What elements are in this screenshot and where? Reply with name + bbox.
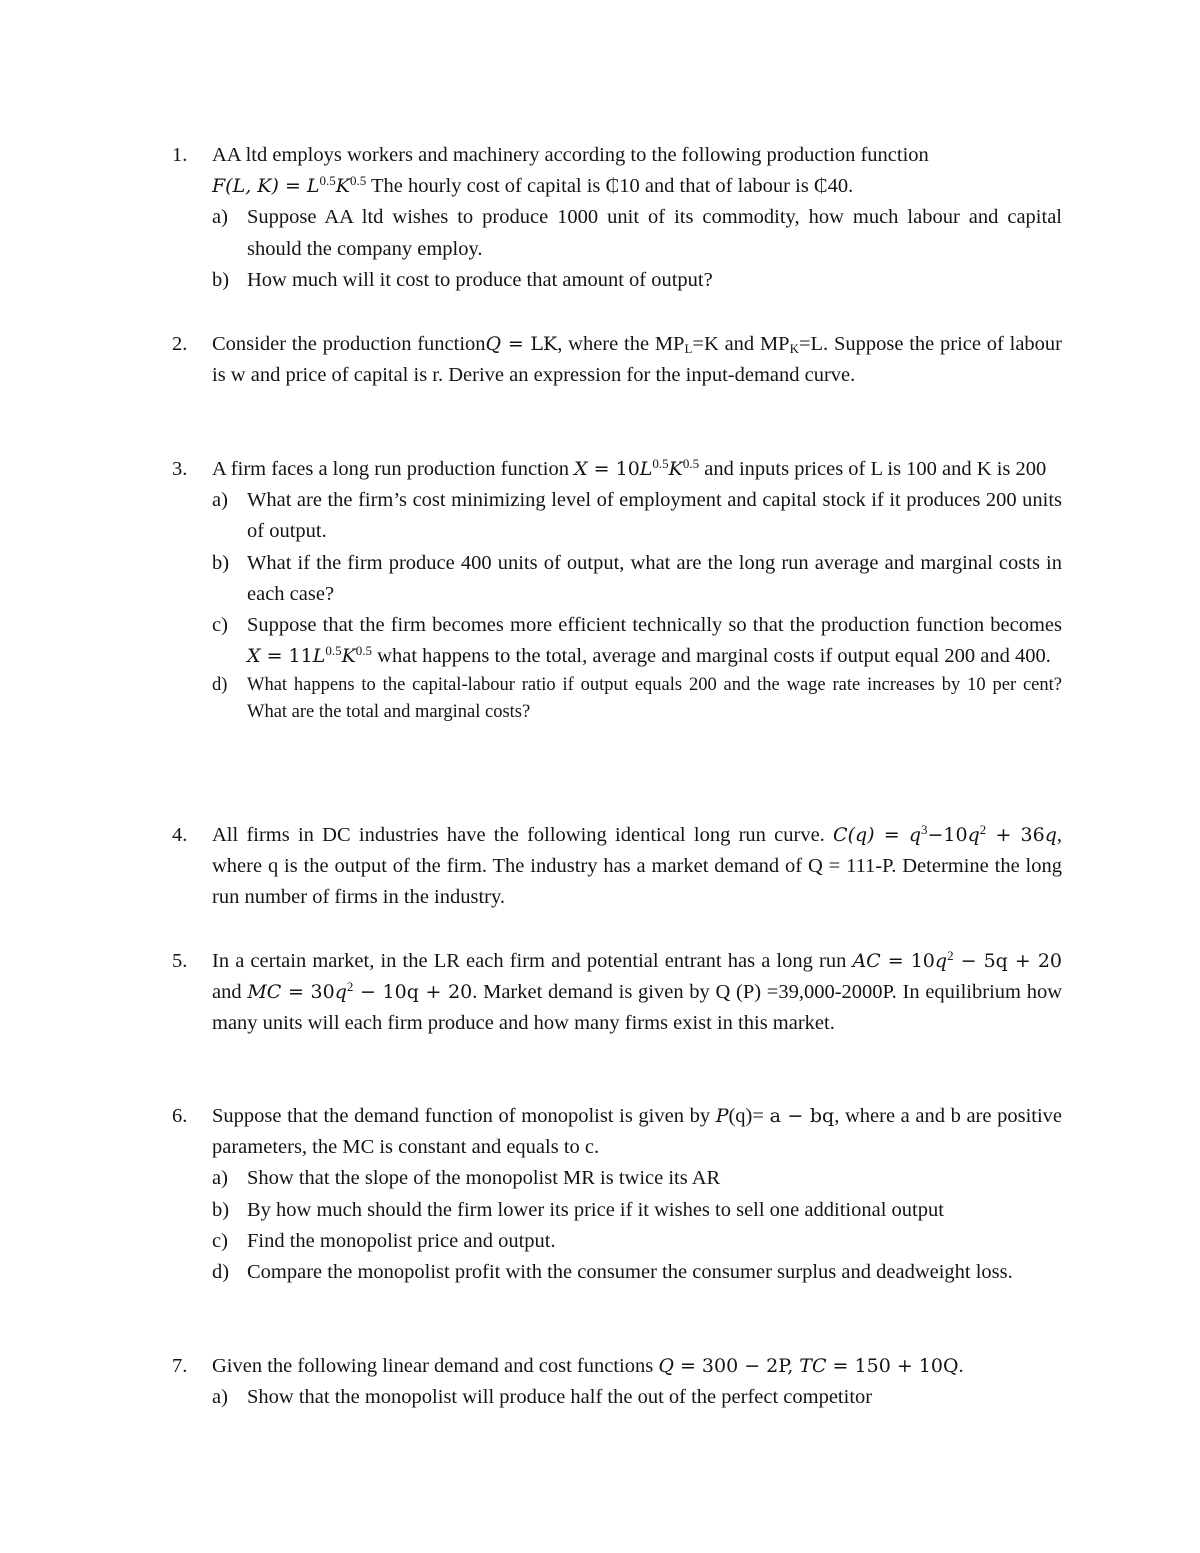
question-4 [172,820,1062,914]
question-number: 2. [172,333,188,355]
sub-question-a: a) Show that the monopolist will produce half the out of the perfect competitor [212,1386,873,1409]
question-text: All firms in DC industries have the following identical long run curve. $C(q) = q^3-10q^2 + 36q$, where q is the output of the firm. The industry has a market demand of Q = 111-P. Determine the long run number of firms in the industry. [212,822,1062,909]
sub-question-c: c) Suppose that the firm becomes more efficient technically so that the production function becomes $X = 11L^{0.5}K^{0.5}$ what happens to the total, average and marginal costs if output equal 200 and 400. [212,614,1062,668]
sub-question-b: b) By how much should the firm lower its price if it wishes to sell one additional output [212,1198,944,1221]
question-text: A firm faces a long run production function $X = 10L^{0.5}K^{0.5}$ and inputs prices of L is 100 and K is 200 [212,456,1047,480]
question-number: 7. [172,1355,188,1377]
question-number: 3. [172,458,188,480]
sub-question-a: a) Suppose AA ltd wishes to produce 1000 unit of its commodity, how much labour and capital should the company employ. [212,206,1062,260]
question-text: Consider the production functionQ = LK, where the $MP_L=K$ and $MP_K=L$. Suppose the price of labour is w and price of capital is r. Derive an expression for the input-demand curve. [212,333,1063,387]
question-number: 1. [172,144,188,166]
question-text: Suppose that the demand function of monopolist is given by P(q)= a − bq, where a and b are positive parameters, the MC is constant and equals to c. [212,1105,1063,1159]
sub-question-b: b) What if the firm produce 400 units of output, what are the long run average and marginal costs in each case? [212,551,1062,605]
question-text: Given the following linear demand and cost functions Q = 300 − 2P, TC = 150 + 10Q. [212,1355,964,1377]
sub-question-a: a) What are the firm’s cost minimizing level of employment and capital stock if it produces 200 units of output. [212,489,1062,543]
question-6 [172,1101,1062,1288]
question-number: 4. [172,824,188,846]
sub-question-b: b) How much will it cost to produce that amount of output? [212,268,713,291]
question-text: In a certain market, in the LR each firm and potential entrant has a long run AC = $10q^2 - 5q + 20$ and MC = $30q^2 - 10q + 20$. Market demand is given by Q (P) =39,000-2000P. In equilibrium how many units will each firm produce and how many firms exist in this market. [212,948,1063,1035]
question-1 [172,140,1062,296]
sub-question-c: c) Find the monopolist price and output. [212,1229,556,1252]
question-3 [172,454,1062,726]
sub-question-a: a) Show that the slope of the monopolist MR is twice its AR [212,1167,721,1190]
question-number: 6. [172,1105,188,1127]
question-number: 5. [172,950,188,972]
sub-question-d: d) Compare the monopolist profit with the consumer the consumer surplus and deadweight loss. [212,1261,1013,1284]
question-text: AA ltd employs workers and machinery according to the following production function F(L, $K) = L^{0.5}K^{0.5}$ The hourly cost of capital is ₵10 and that of labour is ₵40. [212,144,929,198]
sub-question-d: d) What happens to the capital-labour ratio if output equals 200 and the wage rate increases by 10 per cent? What are the total and marginal costs? [212,675,1062,723]
question-7 [172,1351,1062,1413]
question-5 [172,946,1062,1040]
question-2 [172,329,1062,391]
